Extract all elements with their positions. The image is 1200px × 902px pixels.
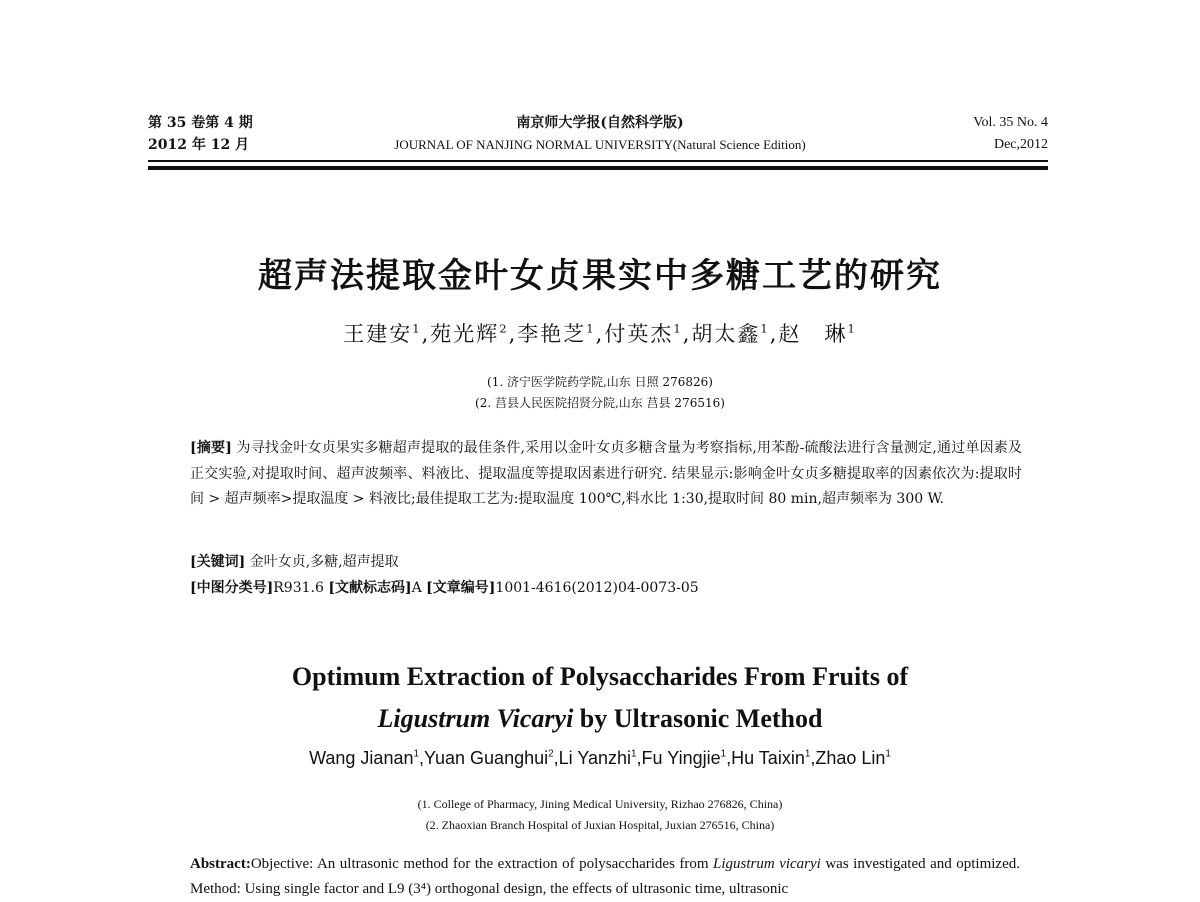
volume-info-en bbox=[973, 112, 1048, 156]
title-en-line2: Ligustrum Vicaryi by Ultrasonic Method bbox=[377, 704, 823, 733]
author-list-cn bbox=[0, 318, 1200, 348]
header-rule-thin bbox=[148, 160, 1048, 162]
author-cn: 李艳芝$^1$, bbox=[517, 321, 605, 346]
journal-name bbox=[330, 112, 870, 156]
author-cn: 胡太鑫$^1$, bbox=[691, 321, 779, 346]
journal-edition: Natural Science Edition bbox=[677, 137, 802, 152]
abstract-species: Ligustrum vicaryi bbox=[713, 856, 821, 872]
clc-label: [中图分类号] bbox=[190, 580, 274, 596]
author-en: Zhao Lin$^1$ bbox=[815, 748, 891, 768]
issue-info bbox=[148, 112, 253, 156]
keywords-label-cn: [关键词] bbox=[190, 554, 246, 570]
affiliation-cn: (2. 莒县人民医院招贤分院,山东 莒县 276516) bbox=[475, 396, 725, 410]
doccode-label: [文献标志码] bbox=[328, 580, 412, 596]
doccode-value: A bbox=[411, 580, 422, 596]
keywords-text-cn: 金叶女贞,多糖,超声提取 bbox=[249, 554, 399, 570]
classification-line bbox=[190, 576, 1022, 600]
abstract-label-cn: [摘要] bbox=[190, 440, 232, 456]
affiliation-en: (2. Zhaoxian Branch Hospital of Juxian Hospital, Juxian 276516, China) bbox=[425, 818, 775, 832]
title-species: Ligustrum Vicaryi bbox=[377, 704, 574, 733]
author-cn: 王建安$^1$, bbox=[343, 321, 431, 346]
volume-number: Vol. 35 No. 4 bbox=[973, 115, 1048, 130]
author-cn: 苑光辉$^2$, bbox=[430, 321, 518, 346]
journal-name-cn: 南京师大学报(自然科学版) bbox=[516, 115, 684, 131]
abstract-text-cn: 为寻找金叶女贞果实多糖超声提取的最佳条件,采用以金叶女贞多糖含量为考察指标,用苯酚-硫酸法进行含量测定,通过单因素及正交实验,对提取时间、超声波频率、料液比、提取温度等提取因素进行研究. 结果显示:影响金叶女贞多糖提取率的因素依次为:提取时间 > 超声频率>提取温度 > 料液比;最佳提取工艺为:提取温度 100℃,料水比 1:30,提取时间 80 min,超声频率为 300 W. bbox=[190, 440, 1023, 507]
author-cn: 付英杰$^1$, bbox=[604, 321, 692, 346]
title-en-line1: Optimum Extraction of Polysaccharides From Fruits of bbox=[291, 662, 909, 691]
abstract-en bbox=[190, 852, 1020, 902]
author-en: Wang Jianan$^1$, bbox=[309, 748, 424, 768]
affiliations-cn bbox=[0, 372, 1200, 414]
affiliation-en: (1. College of Pharmacy, Jining Medical University, Rizhao 276826, China) bbox=[417, 797, 783, 811]
journal-name-en: JOURNAL OF NANJING NORMAL UNIVERSITY(Natural Science Edition) bbox=[394, 137, 806, 152]
article-number-value: 1001-4616(2012)04-0073-05 bbox=[495, 580, 699, 596]
affiliations-en bbox=[0, 794, 1200, 836]
author-en: Hu Taixin$^1$, bbox=[731, 748, 816, 768]
volume-issue: 第 35 卷第 4 期 bbox=[148, 115, 253, 131]
author-en: Yuan Guanghui$^2$, bbox=[424, 748, 559, 768]
affiliation-cn: (1. 济宁医学院药学院,山东 日照 276826) bbox=[487, 375, 713, 389]
abstract-text-en-cont: was investigated and optimized. Method: Using single factor and L9 (3⁴) orthogonal design, the effects of ultrasonic time, ultrasonic bbox=[190, 856, 1020, 897]
author-list-en bbox=[0, 748, 1200, 769]
author-en: Li Yanzhi$^1$, bbox=[558, 748, 642, 768]
volume-date: Dec,2012 bbox=[993, 137, 1048, 152]
header-rule-thick bbox=[148, 166, 1048, 170]
author-en: Fu Yingjie$^1$, bbox=[641, 748, 732, 768]
abstract-cn bbox=[190, 436, 1022, 513]
abstract-label-en: Abstract: bbox=[190, 856, 251, 872]
article-number-label: [文章编号] bbox=[426, 580, 496, 596]
issue-date: 2012 年 12 月 bbox=[148, 137, 250, 153]
paper-title-en bbox=[0, 656, 1200, 740]
abstract-text-en: Objective: An ultrasonic method for the extraction of polysaccharides from bbox=[250, 856, 714, 872]
keywords-cn bbox=[190, 550, 1022, 574]
clc-value: R931.6 bbox=[273, 580, 324, 596]
author-cn: 赵 琳$^1$ bbox=[778, 321, 857, 346]
paper-title-cn: 超声法提取金叶女贞果实中多糖工艺的研究 bbox=[258, 256, 942, 296]
